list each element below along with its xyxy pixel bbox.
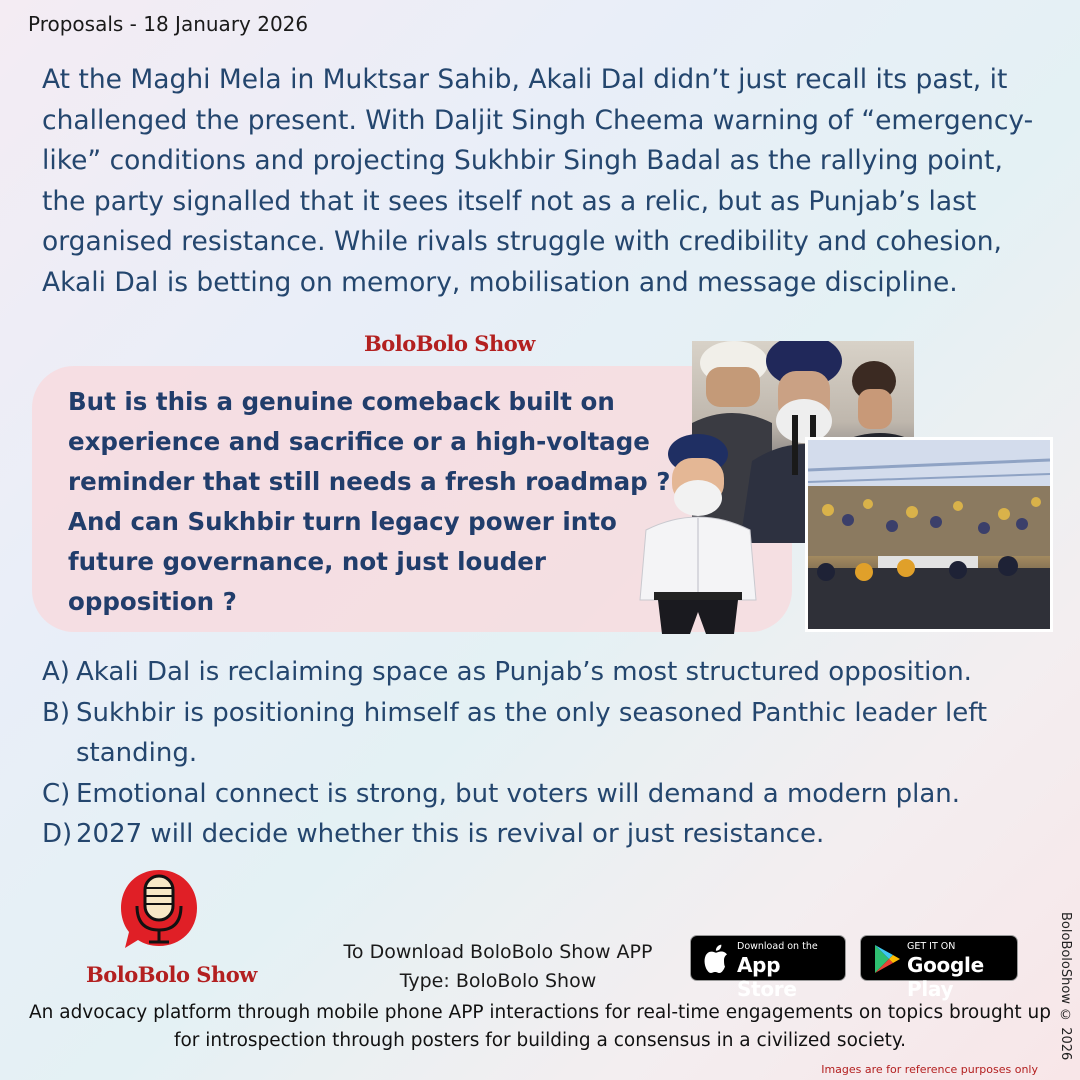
option-text: Akali Dal is reclaiming space as Punjab’s most structured opposition.	[76, 657, 972, 687]
download-instructions	[330, 938, 666, 996]
brand-watermark: BoloBolo Show	[364, 331, 535, 356]
page-header: Proposals - 18 January 2026	[28, 12, 309, 36]
option-a[interactable]	[42, 652, 1052, 693]
image-disclaimer: Images are for reference purposes only	[821, 1063, 1038, 1076]
option-text: Emotional connect is strong, but voters will demand a modern plan.	[76, 778, 961, 809]
apple-icon	[703, 944, 729, 978]
google-play-small-text: GET IT ON	[907, 941, 956, 952]
option-text: 2027 will decide whether this is revival or just resistance.	[76, 819, 825, 849]
google-play-icon	[873, 944, 901, 978]
intro-paragraph: At the Maghi Mela in Muktsar Sahib, Akali Dal didn’t just recall its past, it challenged the present. With Daljit Singh Cheema warning of “emergency-like” conditions and projecting Sukhbir Singh Badal as the rallying point, the party signalled that it sees itself not as a relic, but as Punjab’s last organised resistance. While rivals struggle with credibility and cohesion, Akali Dal is betting on memory, mobilisation and message discipline.	[42, 64, 1034, 298]
footer-description: An advocacy platform through mobile phone APP interactions for real-time engagements on topics brought up for introspection through posters for building a consensus in a civilized society.	[28, 1002, 1052, 1051]
google-play-label	[907, 941, 1017, 1001]
option-c[interactable]	[42, 774, 1052, 815]
brand-logo-text: BoloBolo Show	[86, 962, 257, 987]
google-play-big-text: Google Play	[907, 953, 984, 1001]
copyright-text: BoloBoloShow © 2026	[1058, 912, 1073, 1061]
download-type-line: Type: BoloBolo Show	[399, 970, 597, 992]
google-play-badge[interactable]	[860, 935, 1018, 1001]
app-store-label	[737, 941, 845, 1001]
microphone-logo-icon	[119, 866, 201, 956]
download-line: To Download BoloBolo Show APP	[343, 941, 653, 963]
question-text: But is this a genuine comeback built on experience and sacrifice or a high-voltage reminder that still needs a fresh roadmap ? And can Sukhbir turn legacy power into future governance, not just louder opposition ?	[68, 387, 671, 616]
leader-illustration	[636, 432, 760, 642]
app-store-badge[interactable]	[690, 935, 846, 1001]
option-b[interactable]	[42, 693, 1052, 774]
options-list	[42, 652, 1052, 855]
option-letter: D)	[42, 819, 73, 849]
option-letter: B)	[42, 697, 70, 728]
app-store-small-text: Download on the	[737, 941, 818, 952]
option-text: Sukhbir is positioning himself as the only seasoned Panthic leader left standing.	[76, 697, 988, 768]
option-d[interactable]	[42, 814, 1052, 855]
option-letter: C)	[42, 778, 71, 809]
rally-crowd-photo	[805, 437, 1053, 632]
option-letter: A)	[42, 657, 70, 687]
app-store-big-text: App Store	[737, 953, 797, 1001]
